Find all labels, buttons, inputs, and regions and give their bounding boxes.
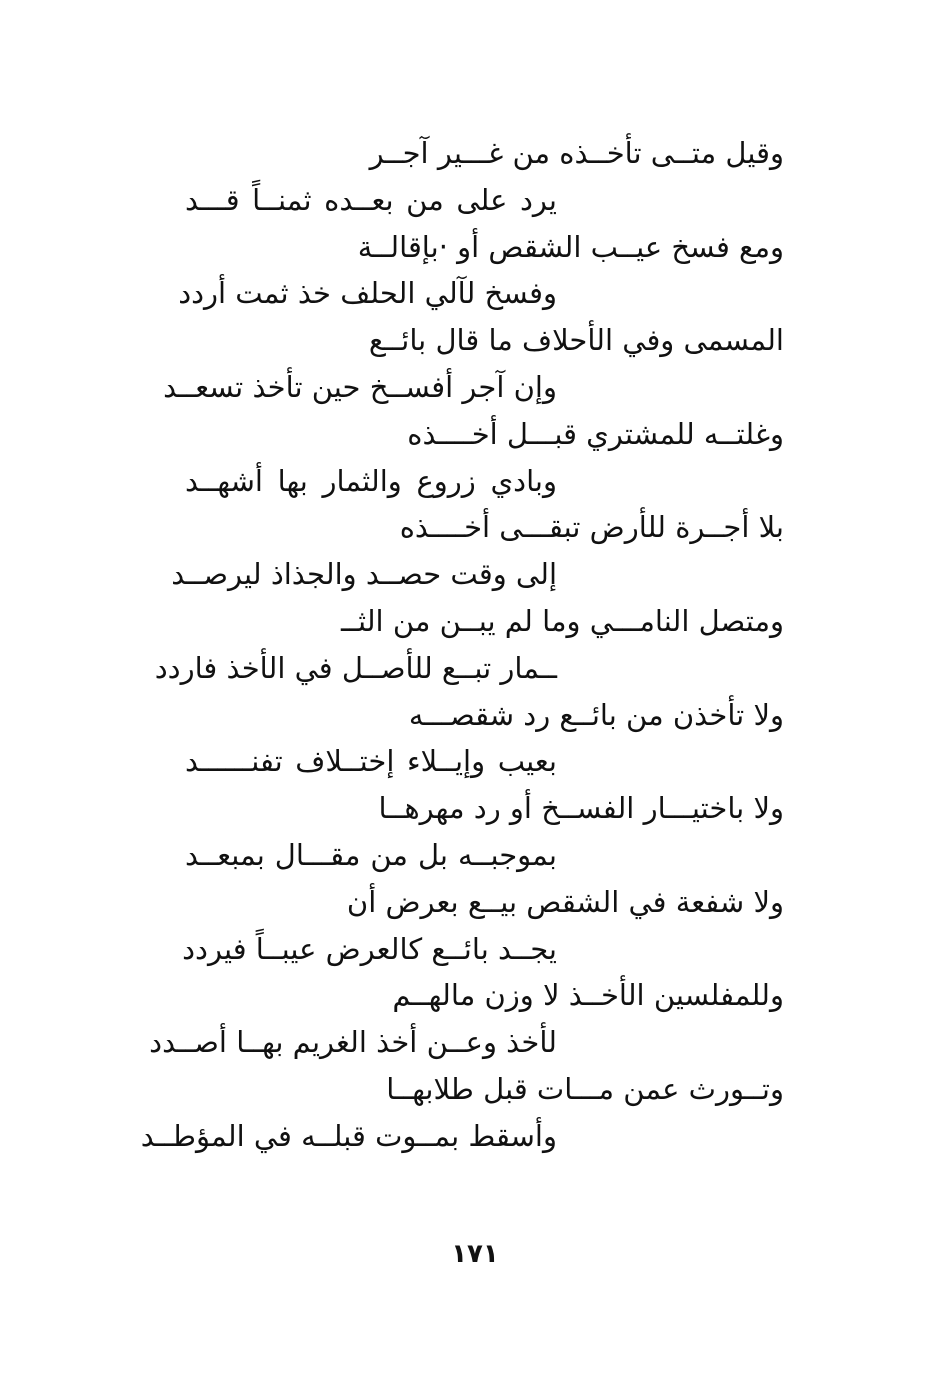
verse-first-hemistich: ولا باختيـــار الفســخ أو رد مهرهــا (378, 791, 784, 826)
verse-second-hemistich: لأخذ وعــن أخذ الغريم بهــا أصــدد (149, 1025, 557, 1060)
verse-first-hemistich: ولا شفعة في الشقص بيــع بعرض أن (346, 884, 784, 919)
verse-first-hemistich: ولا تأخذن من بائــع رد شقصـــه (408, 697, 784, 732)
verse-first-hemistich: ومتصل النامـــي وما لم يبــن من الثــ (340, 604, 784, 638)
verse-first-hemistich: وللمفلسين الأخــذ لا وزن مالهــم (392, 978, 784, 1013)
verse-first-hemistich: وتــورث عمن مـــات قبل طلابهــا (386, 1072, 784, 1106)
verse-second-hemistich: وأسقط بمــوت قبلــه في المؤطــد (140, 1118, 557, 1153)
verse-second-hemistich: يجــد بائــع كالعرض عيبــاً فيردد (182, 931, 557, 966)
verse-first-hemistich: المسمى وفي الأحلاف ما قال بائــع (368, 323, 784, 358)
page-number: ١٧١ (451, 1239, 499, 1269)
verse-second-hemistich: بعيب وإيــلاء إختــلاف تفنــــــد (185, 744, 557, 779)
verse-second-hemistich: يرد على من بعــده ثمنــاً قـــد (185, 182, 557, 217)
verse-second-hemistich: وفسخ لآلي الحلف خذ ثمت أردد (178, 276, 557, 311)
verse-first-hemistich: وقيل متــى تأخــذه من غـــير آجــر (369, 136, 784, 170)
verse-first-hemistich: بلا أجــرة للأرض تبقـــى أخــــذه (399, 510, 784, 545)
poem-body (0, 130, 950, 1160)
verse-second-hemistich: ــمار تبــع للأصــل في الأخذ فاردد (154, 650, 557, 685)
verse-second-hemistich: بموجبــه بل من مقـــال بمبعــد (185, 838, 557, 872)
verse-second-hemistich: وبادي زروع والثمار بها أشهــد (185, 463, 557, 498)
verse-first-hemistich: ومع فسخ عيــب الشقص أو ·بإقالــة (357, 229, 784, 264)
verse-first-hemistich: وغلتــه للمشتري قبـــل أخــــذه (407, 416, 784, 451)
verse-second-hemistich: وإن آجر أفســخ حين تأخذ تسعــد (163, 370, 557, 404)
verse-second-hemistich: إلى وقت حصــد والجذاذ ليرصــد (171, 557, 557, 592)
